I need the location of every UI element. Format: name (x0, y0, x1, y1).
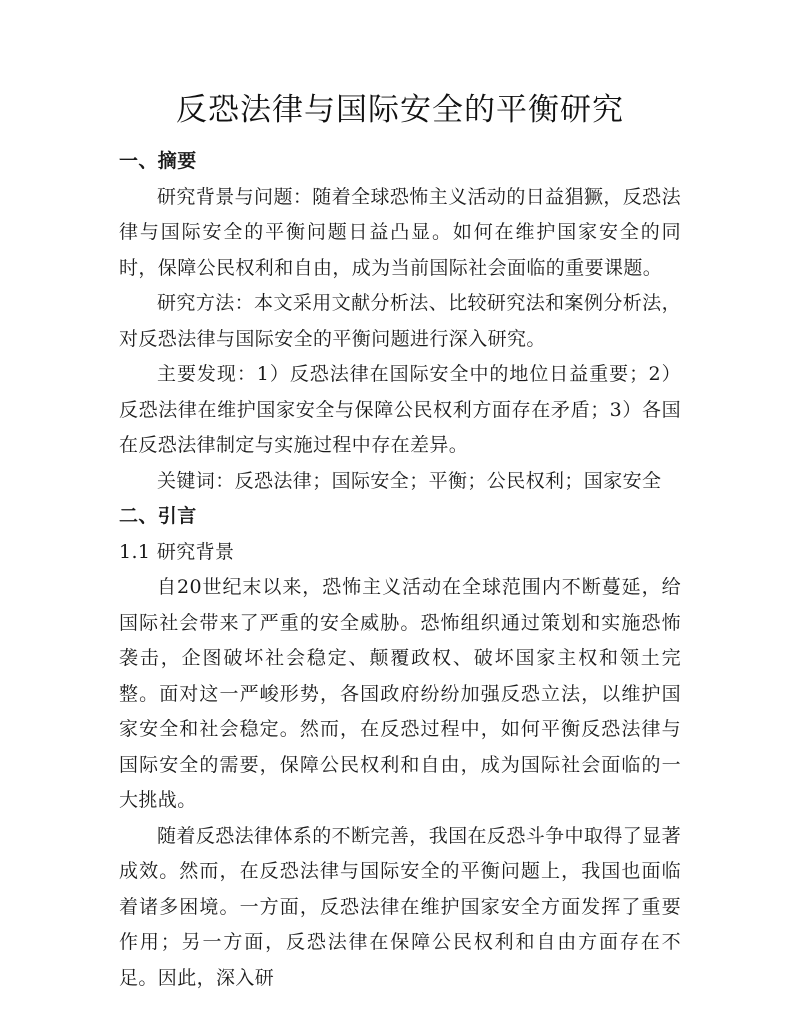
document-body (119, 144, 681, 996)
subsection-heading-1-1: 1.1 研究背景 (119, 540, 235, 563)
intro-paragraph-2: 随着反恐法律体系的不断完善，我国在反恐斗争中取得了显著成效。然而，在反恐法律与国际安全的平衡问题上，我国也面临着诸多困境。一方面，反恐法律在维护国家安全方面发挥了重要作用；另一方面，反恐法律在保障公民权利和自由方面存在不足。因此，深入研 (119, 824, 681, 989)
intro-heading: 二、引言 (119, 505, 197, 527)
abstract-background-paragraph: 研究背景与问题：随着全球恐怖主义活动的日益猖獗，反恐法律与国际安全的平衡问题日益凸显。如何在维护国家安全的同时，保障公民权利和自由，成为当前国际社会面临的重要课题。 (119, 185, 681, 279)
abstract-heading: 一、摘要 (119, 150, 197, 172)
abstract-findings-paragraph: 主要发现：1）反恐法律在国际安全中的地位日益重要；2）反恐法律在维护国家安全与保障公民权利方面存在矛盾；3）各国在反恐法律制定与实施过程中存在差异。 (119, 363, 681, 456)
abstract-methods-paragraph: 研究方法：本文采用文献分析法、比较研究法和案例分析法，对反恐法律与国际安全的平衡问题进行深入研究。 (119, 292, 681, 350)
intro-paragraph-1: 自20世纪末以来，恐怖主义活动在全球范围内不断蔓延，给国际社会带来了严重的安全威胁。恐怖组织通过策划和实施恐怖袭击，企图破坏社会稳定、颠覆政权、破坏国家主权和领土完整。面对这一严峻形势，各国政府纷纷加强反恐立法，以维护国家安全和社会稳定。然而，在反恐过程中，如何平衡反恐法律与国际安全的需要，保障公民权利和自由，成为国际社会面临的一大挑战。 (119, 576, 681, 811)
document-title: 反恐法律与国际安全的平衡研究 (176, 92, 624, 128)
keywords-paragraph: 关键词：反恐法律；国际安全；平衡；公民权利；国家安全 (157, 469, 662, 492)
